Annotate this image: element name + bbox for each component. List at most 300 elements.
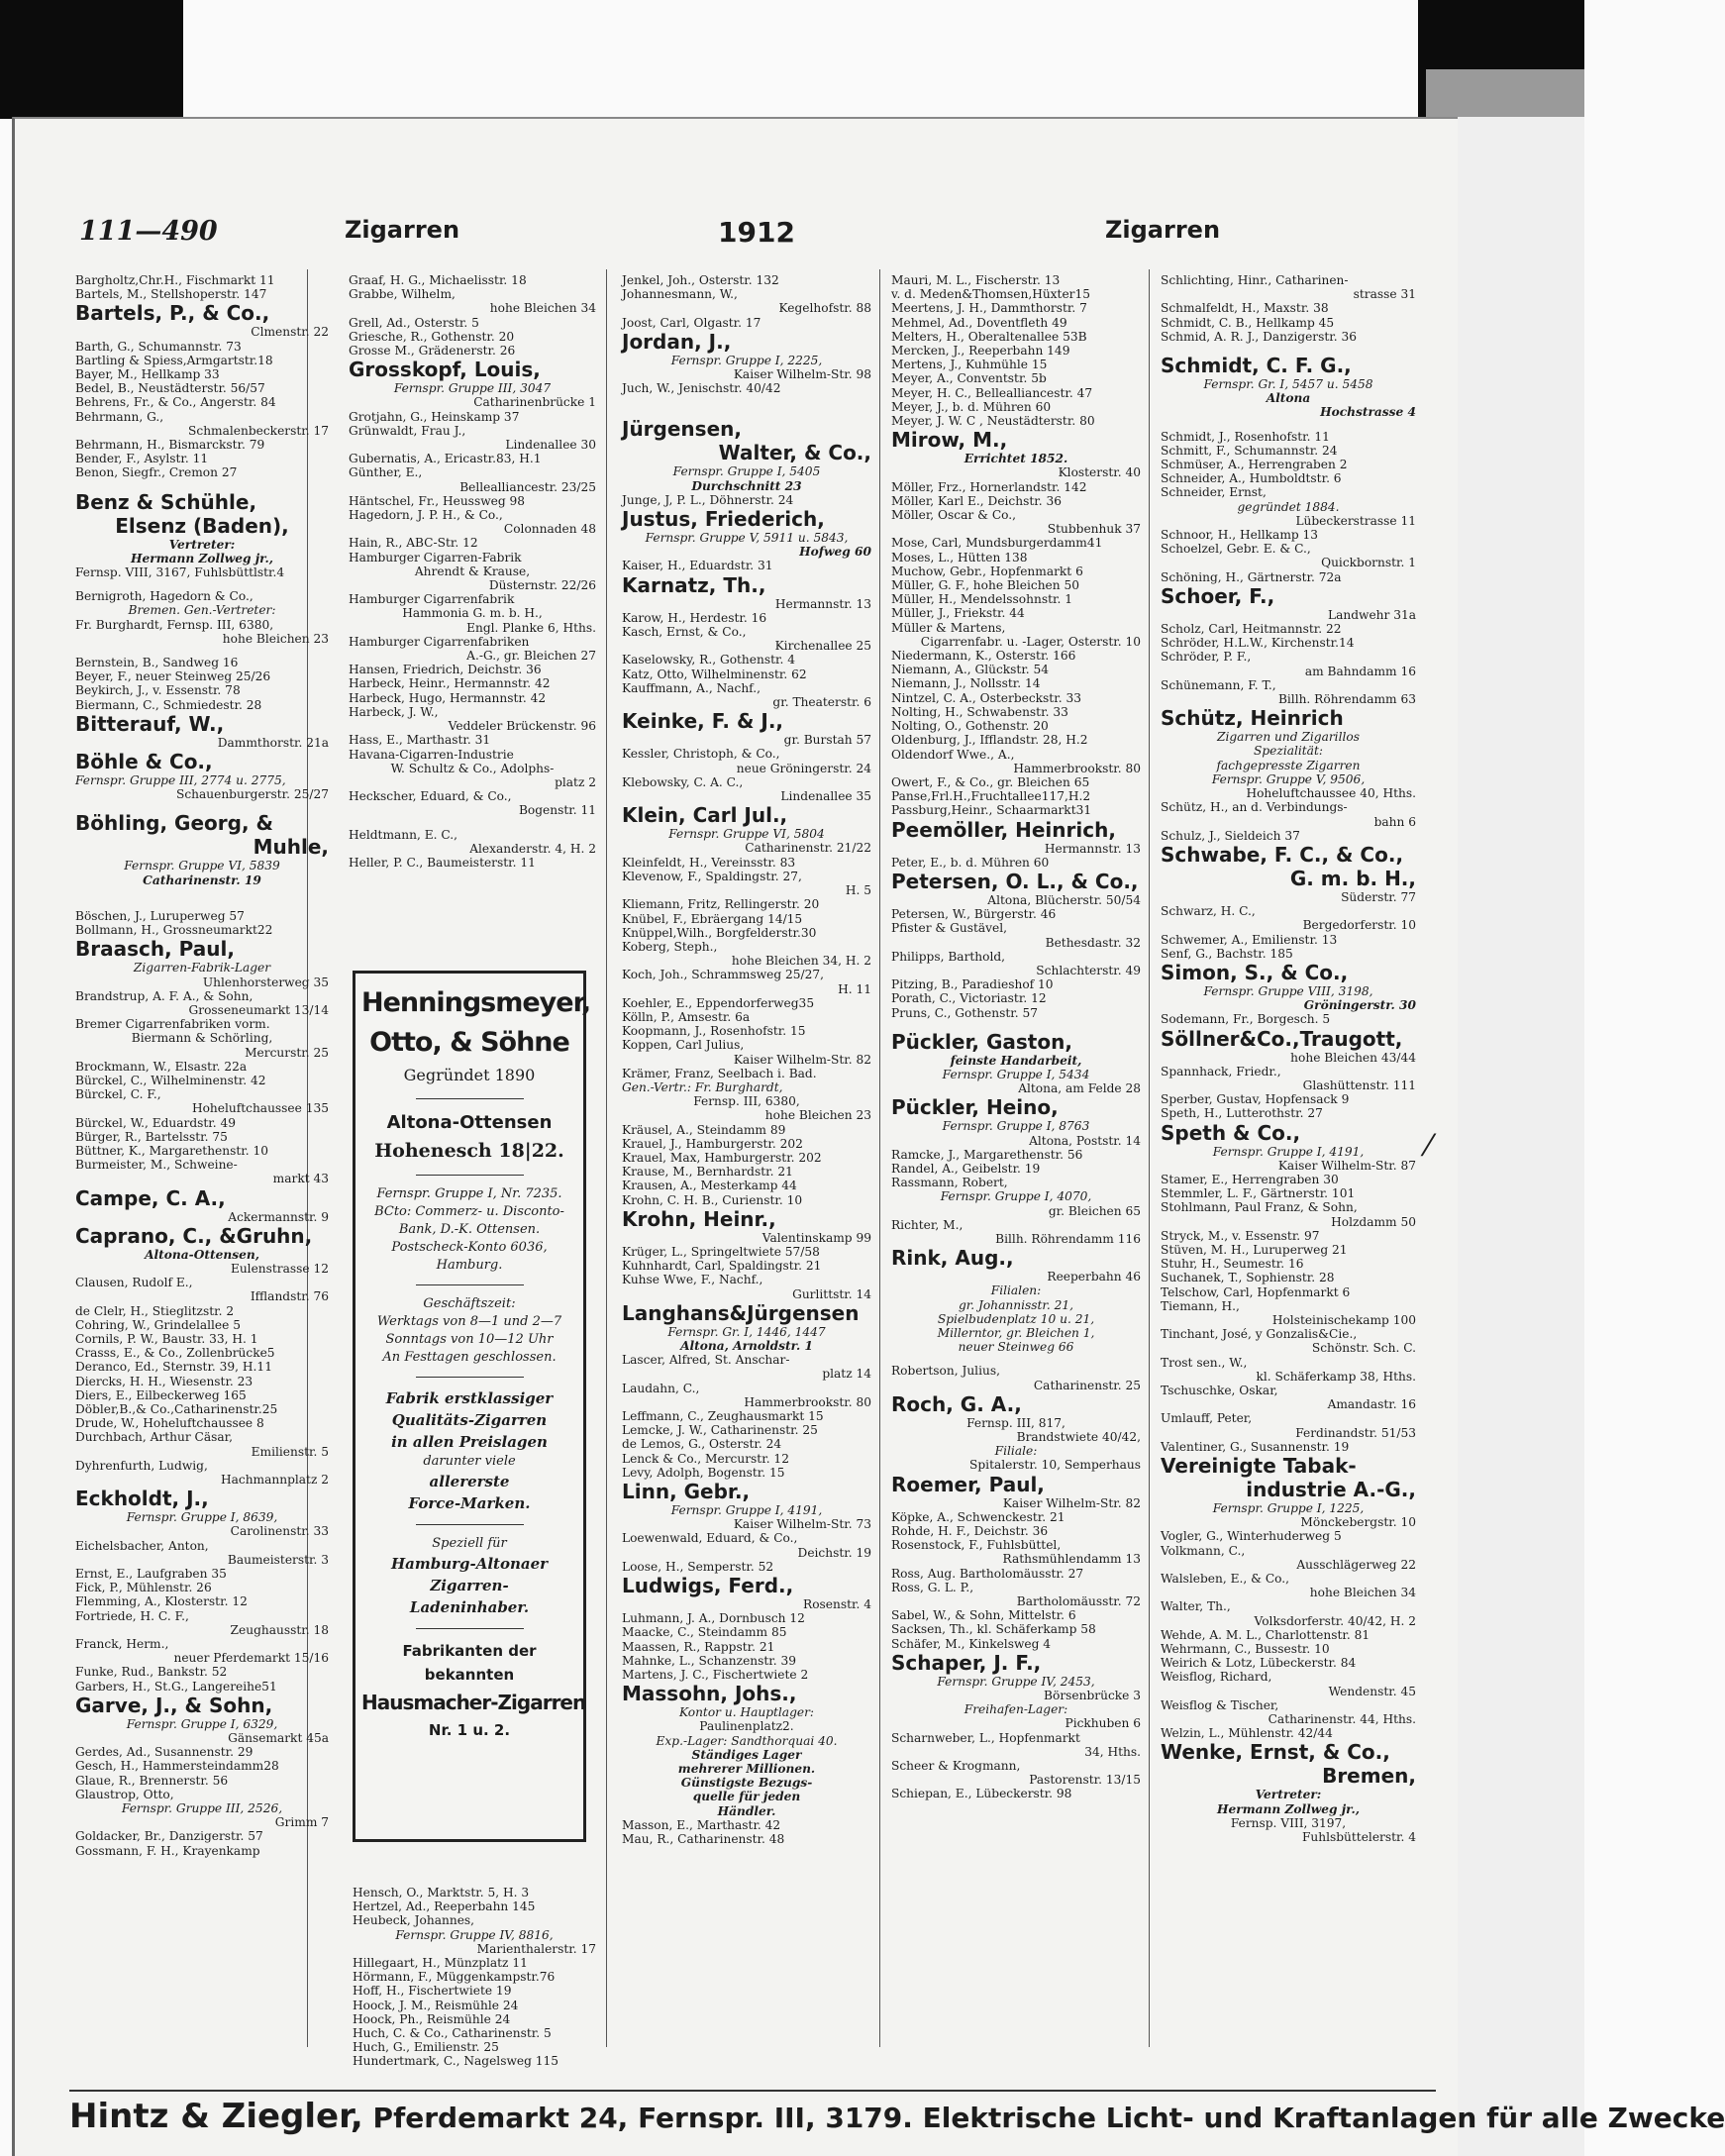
- directory-entry: Zigarren und Zigarillos: [1217, 730, 1360, 745]
- directory-entry: Martens, J. C., Fischertwiete 2: [622, 1668, 809, 1683]
- directory-entry: Mahnke, L., Schanzenstr. 39: [622, 1653, 797, 1668]
- directory-entry: Crasss, E., & Co., Zollenbrücke5: [75, 1346, 275, 1361]
- ad-slogan: Fabrik erstklassiger: [385, 1389, 554, 1407]
- firm-heading: Karnatz, Th.,: [622, 572, 766, 597]
- directory-entry: Stryck, M., v. Essenstr. 97: [1161, 1228, 1320, 1243]
- directory-entry: Tschuschke, Oskar,: [1161, 1384, 1278, 1397]
- directory-entry: Schmitt, F., Schumannstr. 24: [1161, 443, 1338, 458]
- directory-entry: W. Schultz & Co., Adolphs-: [390, 761, 555, 775]
- directory-entry: Drude, W., Hoheluftchaussee 8: [75, 1416, 264, 1431]
- directory-entry: Fernsp. VIII, 3167, Fuhlsbüttlstr.4: [75, 565, 285, 580]
- directory-entry: Clausen, Rudolf E.,: [75, 1276, 193, 1290]
- directory-entry: Gesch, H., Hammersteindamm28: [75, 1759, 279, 1774]
- directory-entry: Schönstr. Sch. C.: [1311, 1341, 1416, 1356]
- directory-entry: Bernigroth, Hagedorn & Co.,: [75, 589, 254, 604]
- directory-entry: Lübeckerstrasse 11: [1295, 513, 1416, 528]
- directory-entry: Ahrendt & Krause,: [414, 564, 531, 578]
- ad-special: Speziell für: [432, 1536, 507, 1551]
- directory-entry: Kaiser Wilhelm-Str. 82: [733, 1052, 871, 1067]
- directory-entry: Gossmann, F. H., Krayenkamp: [75, 1843, 260, 1858]
- directory-entry: Klevenow, F., Spaldingstr. 27,: [622, 869, 802, 883]
- directory-entry: Mau, R., Catharinenstr. 48: [622, 1832, 785, 1847]
- directory-entry: Levy, Adolph, Bogenstr. 15: [622, 1465, 785, 1480]
- directory-entry: Oldendorf Wwe., A.,: [891, 747, 1015, 762]
- directory-entry: Behrmann, H., Bismarckstr. 79: [75, 438, 265, 453]
- directory-entry: hohe Bleichen 23: [764, 1108, 871, 1123]
- page-number: 111—490: [79, 216, 218, 247]
- directory-entry: Gänsemarkt 45a: [228, 1731, 329, 1746]
- directory-entry: Hoock, J. M., Reismühle 24: [353, 1998, 519, 2012]
- directory-entry: Petersen, W., Bürgerstr. 46: [891, 907, 1057, 922]
- directory-entry: Hermann Zollweg jr.,: [1217, 1801, 1360, 1816]
- directory-entry: Kräusel, A., Steindamm 89: [622, 1122, 786, 1137]
- directory-entry: Grosseneumarkt 13/14: [188, 1002, 329, 1017]
- directory-entry: markt 43: [272, 1172, 329, 1186]
- directory-entry: Pastorenstr. 13/15: [1029, 1773, 1141, 1788]
- directory-entry: Wehde, A. M. L., Charlottenstr. 81: [1161, 1627, 1370, 1642]
- directory-entry: Telschow, Carl, Hopfenmarkt 6: [1161, 1284, 1351, 1299]
- directory-entry: Schmalenbeckerstr. 17: [188, 423, 329, 438]
- directory-entry: Fernspr. Gruppe I, 6329,: [126, 1716, 278, 1731]
- directory-entry: Hermannstr. 13: [1044, 841, 1141, 856]
- directory-entry: Bartels, M., Stellshoperstr. 147: [75, 287, 267, 302]
- directory-entry: Scholz, Carl, Heitmannstr. 22: [1161, 622, 1342, 637]
- directory-entry: Hoock, Ph., Reismühle 24: [353, 2011, 511, 2026]
- firm-heading: Langhans&Jürgensen: [622, 1300, 860, 1325]
- directory-entry: Behrmann, G.,: [75, 409, 164, 424]
- ad-special: Hamburg-Altonaer: [390, 1555, 549, 1573]
- firm-heading: Petersen, O. L., & Co.,: [891, 869, 1139, 893]
- directory-entry: Fernspr. Gruppe I, 5434: [942, 1067, 1090, 1081]
- spacer: [349, 818, 596, 828]
- directory-entry: Harbeck, Hugo, Hermannstr. 42: [349, 690, 547, 705]
- directory-entry: Schütz, H., an d. Verbindungs-: [1161, 800, 1348, 815]
- directory-entry: Brandstwiete 40/42,: [1016, 1430, 1141, 1445]
- directory-entry: Harbeck, Heinr., Hermannstr. 42: [349, 676, 551, 691]
- directory-entry: Hansen, Friedrich, Deichstr. 36: [349, 663, 542, 677]
- firm-heading: Bitterauf, W.,: [75, 711, 225, 736]
- directory-entry: Grimm 7: [274, 1815, 329, 1830]
- directory-entry: Koberg, Steph.,: [622, 939, 718, 954]
- directory-entry: Fernsp. VIII, 3197,: [1230, 1815, 1347, 1830]
- footer-text: Pferdemarkt 24, Fernspr. III, 3179. Elektrische Licht- und Kraftanlagen für alle Zwecke: [372, 2102, 1725, 2134]
- directory-entry: Lenck & Co., Mercurstr. 12: [622, 1451, 789, 1466]
- directory-entry: Dyhrenfurth, Ludwig,: [75, 1458, 208, 1473]
- directory-entry: Lindenallee 35: [780, 789, 871, 804]
- directory-entry: Rohde, H. F., Deichstr. 36: [891, 1524, 1049, 1539]
- directory-entry: Fernspr. Gruppe III, 3047: [393, 381, 552, 396]
- directory-entry: Hamburger Cigarrenfabriken: [349, 634, 530, 649]
- directory-entry: Passburg,Heinr., Schaarmarkt31: [891, 803, 1092, 818]
- directory-entry: Ross, Aug. Bartholomäusstr. 27: [891, 1566, 1084, 1581]
- directory-entry: Fernspr. Gruppe IV, 8816,: [395, 1927, 554, 1942]
- directory-entry: gr. Theaterstr. 6: [772, 695, 871, 710]
- directory-entry: Grünwaldt, Frau J.,: [349, 423, 466, 438]
- directory-entry: Kaiser Wilhelm-Str. 73: [733, 1517, 871, 1532]
- directory-entry: Kaselowsky, R., Gothenstr. 4: [622, 653, 795, 667]
- directory-entry: Diercks, H. H., Wiesenstr. 23: [75, 1374, 254, 1388]
- directory-entry: Valentinskamp 99: [761, 1230, 871, 1245]
- firm-heading: Bremen,: [1322, 1764, 1416, 1789]
- ad-brand-numbers: Nr. 1 u. 2.: [428, 1721, 511, 1739]
- directory-entry: Huch, C. & Co., Catharinenstr. 5: [353, 2026, 552, 2041]
- ad-slogan: allererste: [429, 1473, 510, 1490]
- directory-entry: strasse 31: [1353, 287, 1416, 302]
- directory-entry: Catharinenstr. 19: [143, 873, 261, 887]
- directory-entry: Maassen, R., Rappstr. 21: [622, 1639, 775, 1654]
- directory-entry: Dammthorstr. 21a: [217, 735, 329, 750]
- firm-heading: Campe, C. A.,: [75, 1185, 226, 1210]
- firm-heading: Braasch, Paul,: [75, 937, 235, 962]
- directory-entry: Altona, Arnoldstr. 1: [680, 1338, 813, 1353]
- directory-entry: Grell, Ad., Osterstr. 5: [349, 315, 479, 330]
- directory-entry: kl. Schäferkamp 38, Hths.: [1256, 1369, 1416, 1384]
- directory-entry: Holsteinischekamp 100: [1271, 1312, 1416, 1327]
- directory-entry: Engl. Planke 6, Hths.: [466, 620, 596, 635]
- directory-entry: Junge, J, P. L., Döhnerstr. 24: [622, 492, 794, 507]
- directory-entry: Bürckel, C., Wilhelminenstr. 42: [75, 1073, 266, 1087]
- directory-entry: Peter, E., b. d. Mühren 60: [891, 855, 1050, 870]
- firm-heading: Bartels, P., & Co.,: [75, 301, 270, 326]
- directory-entry: Ifflandstr. 76: [250, 1289, 329, 1304]
- directory-entry: Lindenallee 30: [505, 438, 596, 453]
- directory-entry: Karow, H., Herdestr. 16: [622, 610, 767, 625]
- directory-entry: Fernspr. Gr. I, 5457 u. 5458: [1203, 377, 1373, 392]
- directory-entry: neue Gröningerstr. 24: [736, 761, 871, 775]
- directory-entry: Diers, E., Eilbeckerweg 165: [75, 1387, 247, 1402]
- directory-entry: Ausschlägerweg 22: [1296, 1557, 1416, 1572]
- directory-entry: Hammerbrookstr. 80: [1013, 761, 1141, 775]
- firm-heading: Benz & Schühle,: [75, 489, 257, 514]
- spacer: [75, 887, 329, 909]
- directory-entry: Hammonia G. m. b. H.,: [402, 606, 543, 621]
- directory-entry: Knübel, F., Ebräergang 14/15: [622, 911, 803, 926]
- directory-entry: Beykirch, J., v. Essenstr. 78: [75, 683, 241, 698]
- directory-entry: Fernspr. Gruppe I, 4191,: [1212, 1144, 1365, 1159]
- directory-entry: Mercken, J., Reeperbahn 149: [891, 344, 1070, 359]
- directory-entry: Volkmann, C.,: [1161, 1543, 1246, 1558]
- directory-entry: Altona, Poststr. 14: [1029, 1133, 1141, 1148]
- firm-heading: Eckholdt, J.,: [75, 1487, 209, 1511]
- column-divider: [606, 269, 607, 2047]
- footer-advertisement: [69, 2090, 1725, 2141]
- directory-entry: Billh. Röhrendamm 63: [1277, 692, 1416, 707]
- ad-hours: Werktags von 8—1 und 2—7: [376, 1314, 562, 1329]
- directory-entry: Altona, am Felde 28: [1018, 1081, 1141, 1096]
- directory-entry: Stohlmann, Paul Franz, & Sohn,: [1161, 1200, 1358, 1215]
- directory-entry: Valentiner, G., Susannenstr. 19: [1161, 1439, 1350, 1454]
- directory-entry: Vertreter:: [1255, 1788, 1322, 1802]
- directory-entry: Beyer, F., neuer Steinweg 25/26: [75, 669, 271, 684]
- directory-entry: Luhmann, J. A., Dornbusch 12: [622, 1611, 805, 1626]
- directory-entry: gr. Bleichen 65: [1048, 1203, 1141, 1218]
- directory-entry: Möller, Oscar & Co.,: [891, 508, 1017, 523]
- directory-entry: Kölln, P., Amsestr. 6a: [622, 1009, 751, 1024]
- directory-entry: Mose, Carl, Mundsburgerdamm41: [891, 536, 1103, 551]
- directory-entry: Müller, J., Friekstr. 44: [891, 606, 1025, 621]
- directory-entry: Kessler, Christoph, & Co.,: [622, 747, 780, 762]
- directory-entry: Meyer, J., b. d. Mühren 60: [891, 399, 1052, 414]
- firm-heading: Garve, J., & Sohn,: [75, 1693, 273, 1717]
- directory-entry: Hain, R., ABC-Str. 12: [349, 536, 478, 551]
- directory-entry: Paulinenplatz2.: [699, 1719, 794, 1734]
- directory-entry: Fernsp. III, 817,: [966, 1415, 1065, 1430]
- directory-entry: Süderstr. 77: [1341, 889, 1416, 904]
- directory-entry: Speth, H., Lutterothstr. 27: [1161, 1106, 1323, 1121]
- firm-heading: Jordan, J.,: [622, 329, 732, 354]
- spacer: [891, 1354, 1141, 1364]
- directory-entry: v. d. Meden&Thomsen,Hüxter15: [891, 287, 1090, 302]
- directory-entry: Hachmannplatz 2: [220, 1473, 329, 1487]
- directory-entry: Spielbudenplatz 10 u. 21,: [937, 1311, 1095, 1326]
- firm-heading: Pückler, Heino,: [891, 1095, 1059, 1120]
- directory-entry: bahn 6: [1373, 814, 1416, 829]
- directory-entry: Stüven, M. H., Luruperweg 21: [1161, 1242, 1348, 1257]
- directory-column-3: [622, 273, 871, 1846]
- directory-entry: Robertson, Julius,: [891, 1364, 1000, 1379]
- directory-entry: Errichtet 1852.: [964, 452, 1068, 466]
- ad-divider: [416, 1524, 524, 1525]
- directory-entry: H. 5: [845, 883, 871, 898]
- directory-entry: Schröder, H.L.W., Kirchenstr.14: [1161, 636, 1355, 651]
- spacer: [891, 1020, 1141, 1030]
- directory-entry: Scharnweber, L., Hopfenmarkt: [891, 1730, 1080, 1745]
- directory-entry: Möller, Frz., Hornerlandstr. 142: [891, 479, 1087, 494]
- directory-entry: Senf, G., Bachstr. 185: [1161, 946, 1293, 961]
- directory-entry: Oldenburg, J., Ifflandstr. 28, H.2: [891, 733, 1088, 748]
- firm-heading: Wenke, Ernst, & Co.,: [1161, 1740, 1390, 1765]
- directory-entry: Kontor u. Hauptlager:: [678, 1705, 815, 1720]
- directory-entry: Jenkel, Joh., Osterstr. 132: [622, 273, 779, 287]
- directory-entry: neuer Pferdemarkt 15/16: [173, 1651, 329, 1666]
- directory-entry: Joost, Carl, Olgastr. 17: [622, 315, 761, 330]
- directory-entry: Nolting, H., Schwabenstr. 33: [891, 704, 1068, 719]
- directory-entry: Kaiser Wilhelm-Str. 98: [733, 367, 871, 382]
- directory-entry: Loewenwald, Eduard, & Co.,: [622, 1531, 798, 1546]
- directory-entry: Rosenstr. 4: [803, 1597, 871, 1612]
- directory-entry: Juch, W., Jenischstr. 40/42: [622, 381, 781, 396]
- directory-entry: A.-G., gr. Bleichen 27: [466, 649, 596, 664]
- directory-entry: Durchschnitt 23: [691, 478, 802, 493]
- section-title-left: Zigarren: [345, 216, 460, 244]
- firm-heading: Peemöller, Heinrich,: [891, 817, 1116, 842]
- firm-heading: Klein, Carl Jul.,: [622, 803, 788, 828]
- directory-entry: mehrerer Millionen.: [677, 1762, 816, 1777]
- page-header: [69, 216, 1416, 252]
- directory-entry: Schäfer, M., Kinkelsweg 4: [891, 1636, 1052, 1651]
- ad-divider: [416, 1377, 524, 1378]
- directory-entry: Hagedorn, J. P. H., & Co.,: [349, 508, 503, 523]
- directory-entry: Meyer, J. W. C , Neustädterstr. 80: [891, 414, 1095, 429]
- directory-entry: Heller, P. C., Baumeisterstr. 11: [349, 855, 536, 870]
- directory-entry: Klosterstr. 40: [1058, 465, 1141, 480]
- directory-entry: Catharinenstr. 44, Hths.: [1268, 1712, 1416, 1727]
- directory-entry: Fick, P., Mühlenstr. 26: [75, 1581, 212, 1595]
- directory-entry: Spitalerstr. 10, Semperhaus: [969, 1458, 1141, 1473]
- ad-brand: Hausmacher-Zigarren: [361, 1691, 586, 1714]
- directory-entry: Günstigste Bezugs-: [680, 1776, 813, 1791]
- directory-entry: Kuhnhardt, Carl, Spaldingstr. 21: [622, 1259, 822, 1274]
- directory-entry: Fernspr. Gruppe I, 4191,: [670, 1503, 823, 1518]
- directory-entry: Fernspr. Gruppe I, 2225,: [670, 353, 823, 367]
- directory-entry: Hoheluftchaussee 40, Hths.: [1246, 786, 1416, 801]
- directory-entry: Kirchenallee 25: [774, 639, 871, 654]
- directory-entry: Möller, Karl E., Deichstr. 36: [891, 493, 1062, 508]
- directory-entry: Pruns, C., Gothenstr. 57: [891, 1005, 1039, 1020]
- directory-entry: Hochstrasse 4: [1320, 405, 1416, 420]
- directory-entry: Maacke, C., Steindamm 85: [622, 1625, 787, 1640]
- directory-entry: Niemann, A., Glückstr. 54: [891, 663, 1050, 677]
- directory-entry: Hoff, H., Fischertwiete 19: [353, 1984, 512, 1999]
- spacer: [75, 646, 329, 656]
- directory-entry: Fernspr. Gruppe I, 8763: [942, 1119, 1090, 1134]
- ad-special: Ladeninhaber.: [409, 1598, 530, 1616]
- directory-entry: Lemcke, J. W., Catharinenstr. 25: [622, 1423, 818, 1438]
- directory-entry: Harbeck, J. W.,: [349, 704, 439, 719]
- directory-entry: Köpke, A., Schwenckestr. 21: [891, 1509, 1065, 1524]
- directory-entry: Kasch, Ernst, & Co.,: [622, 625, 747, 640]
- directory-entry: Deichstr. 19: [797, 1545, 871, 1560]
- directory-entry: platz 2: [555, 774, 596, 789]
- directory-entry: Spannhack, Friedr.,: [1161, 1064, 1281, 1078]
- directory-entry: Gerdes, Ad., Susannenstr. 29: [75, 1745, 254, 1760]
- directory-entry: hohe Bleichen 43/44: [1290, 1050, 1416, 1065]
- ad-bank: BCto: Commerz- u. Disconto-: [374, 1204, 564, 1219]
- pencil-mark-icon: ⁄: [1426, 1129, 1432, 1164]
- directory-entry: Landwehr 31a: [1328, 607, 1416, 622]
- directory-entry: Brockmann, W., Elsastr. 22a: [75, 1059, 248, 1074]
- directory-entry: Kaiser Wilhelm-Str. 82: [1002, 1495, 1141, 1510]
- directory-entry: Bethesdastr. 32: [1045, 935, 1141, 950]
- directory-entry: Schwarz, H. C.,: [1161, 904, 1256, 919]
- firm-heading: Keinke, F. & J.,: [622, 709, 784, 734]
- directory-entry: Mehmel, Ad., Doventfleth 49: [891, 315, 1067, 330]
- directory-entry: Kaiser, H., Eduardstr. 31: [622, 559, 773, 573]
- firm-heading: Vereinigte Tabak-: [1161, 1454, 1357, 1479]
- directory-entry: Bellealliancestr. 23/25: [459, 479, 596, 494]
- directory-entry: platz 14: [822, 1367, 871, 1382]
- directory-entry: Schröder, P. F.,: [1161, 650, 1252, 665]
- directory-entry: Schoelzel, Gebr. E. & C.,: [1161, 542, 1311, 557]
- firm-heading: Grosskopf, Louis,: [349, 358, 541, 382]
- directory-entry: Stubbenhuk 37: [1047, 522, 1141, 537]
- directory-entry: Fernspr. Gruppe VI, 5839: [124, 859, 280, 873]
- firm-heading: G. m. b. H.,: [1289, 866, 1416, 890]
- directory-entry: Ferdinandstr. 51/53: [1295, 1425, 1416, 1440]
- directory-entry: Eulenstrasse 12: [230, 1261, 329, 1276]
- directory-entry: Glaustrop, Otto,: [75, 1787, 174, 1801]
- directory-entry: Büttner, K., Margarethenstr. 10: [75, 1143, 269, 1158]
- directory-entry: Freihafen-Lager:: [964, 1702, 1068, 1717]
- directory-entry: Marienthalerstr. 17: [476, 1941, 596, 1956]
- directory-entry: Schneider, A., Humboldtstr. 6: [1161, 471, 1342, 486]
- firm-heading: Söllner&Co.,Traugott,: [1161, 1026, 1403, 1051]
- ad-slogan: darunter viele: [423, 1454, 516, 1469]
- directory-entry: Schmid, A. R. J., Danzigerstr. 36: [1161, 329, 1358, 344]
- directory-entry: Fernspr. Gruppe I, 1225,: [1212, 1501, 1365, 1516]
- directory-entry: Ackermannstr. 9: [228, 1209, 329, 1224]
- directory-entry: Düsternstr. 22/26: [488, 578, 596, 593]
- directory-entry: Umlauff, Peter,: [1161, 1411, 1253, 1426]
- directory-entry: Mauri, M. L., Fischerstr. 13: [891, 273, 1061, 287]
- directory-entry: Bremen. Gen.-Vertreter:: [128, 603, 276, 618]
- directory-entry: Garbers, H., St.G., Langereihe51: [75, 1679, 277, 1694]
- directory-entry: Benon, Siegfr., Cremon 27: [75, 465, 238, 480]
- directory-entry: Reeperbahn 46: [1047, 1270, 1141, 1284]
- directory-entry: Fernspr. Gruppe I, 5405: [672, 464, 821, 479]
- directory-entry: gr. Burstah 57: [783, 733, 871, 748]
- directory-entry: Mercurstr. 25: [245, 1045, 329, 1060]
- directory-entry: Krämer, Franz, Seelbach i. Bad.: [622, 1066, 817, 1080]
- ad-divider: [416, 1098, 524, 1099]
- directory-entry: hohe Bleichen 34: [489, 301, 596, 316]
- directory-entry: Graaf, H. G., Michaelisstr. 18: [349, 273, 527, 287]
- spacer: [75, 579, 329, 589]
- firm-heading: Schütz, Heinrich: [1161, 706, 1344, 731]
- directory-entry: am Bahndamm 16: [1304, 664, 1416, 678]
- firm-heading: Elsenz (Baden),: [115, 513, 289, 538]
- directory-entry: Melters, H., Oberaltenallee 53B: [891, 329, 1087, 344]
- directory-entry: Schmüser, A., Herrengraben 2: [1161, 458, 1348, 472]
- directory-entry: Fernspr. Gruppe V, 9506,: [1211, 771, 1366, 786]
- directory-entry: Nintzel, C. A., Osterbeckstr. 33: [891, 690, 1081, 705]
- directory-entry: Kuhse Wwe, F., Nachf.,: [622, 1273, 763, 1287]
- directory-entry: Havana-Cigarren-Industrie: [349, 747, 514, 762]
- directory-entry: Funke, Rud., Bankstr. 52: [75, 1665, 228, 1680]
- directory-entry: Koehler, E., Eppendorferweg35: [622, 995, 815, 1010]
- directory-entry: Franck, Herm.,: [75, 1637, 169, 1652]
- spacer: [75, 480, 329, 490]
- directory-entry: Schiepan, E., Lübeckerstr. 98: [891, 1787, 1072, 1801]
- directory-entry: Catharinenbrücke 1: [473, 395, 596, 410]
- directory-entry: Tinchant, José, y Gonzalis&Cie.,: [1161, 1327, 1358, 1342]
- directory-entry: Hammerbrookstr. 80: [744, 1394, 871, 1409]
- directory-entry: Kliemann, Fritz, Rellingerstr. 20: [622, 897, 820, 912]
- firm-heading: Schmidt, C. F. G.,: [1161, 354, 1352, 378]
- directory-entry: Schulz, J., Sieldeich 37: [1161, 828, 1300, 843]
- directory-entry: feinste Handarbeit,: [950, 1053, 1082, 1068]
- directory-entry: Burmeister, M., Schweine-: [75, 1158, 238, 1173]
- directory-entry: Hass, E., Marthastr. 31: [349, 733, 491, 748]
- directory-entry: Colonnaden 48: [503, 522, 596, 537]
- directory-entry: Carolinenstr. 33: [230, 1524, 329, 1539]
- directory-entry: Millerntor, gr. Bleichen 1,: [937, 1326, 1095, 1340]
- section-title-right: Zigarren: [1105, 216, 1221, 244]
- directory-entry: Kleinfeldt, H., Vereinsstr. 83: [622, 855, 796, 870]
- directory-entry: Philipps, Barthold,: [891, 949, 1006, 964]
- directory-entry: neuer Steinweg 66: [958, 1340, 1074, 1355]
- directory-entry: Pfister & Gustävel,: [891, 921, 1007, 936]
- directory-entry: Muchow, Gebr., Hopfenmarkt 6: [891, 564, 1083, 578]
- firm-heading: Ludwigs, Ferd.,: [622, 1574, 794, 1598]
- directory-entry: Kauffmann, A., Nachf.,: [622, 680, 761, 695]
- directory-entry: Cohring, W., Grindelallee 5: [75, 1317, 241, 1332]
- directory-entry: Randel, A., Geibelstr. 19: [891, 1161, 1041, 1176]
- directory-entry: Catharinenstr. 21/22: [745, 841, 871, 856]
- directory-entry: Rassmann, Robert,: [891, 1176, 1008, 1190]
- firm-heading: Walter, & Co.,: [718, 441, 871, 465]
- directory-entry: Bürckel, W., Eduardstr. 49: [75, 1115, 237, 1130]
- directory-entry: Holzdamm 50: [1331, 1214, 1416, 1229]
- firm-heading: Schwabe, F. C., & Co.,: [1161, 842, 1404, 867]
- directory-entry: Fernspr. Gruppe III, 2774 u. 2775,: [75, 773, 286, 788]
- directory-entry: Durchbach, Arthur Cäsar,: [75, 1430, 234, 1445]
- scan-right-margin: [1458, 117, 1584, 2156]
- directory-entry: Krauel, Max, Hamburgerstr. 202: [622, 1150, 822, 1165]
- directory-entry: Koopmann, J., Rosenhofstr. 15: [622, 1024, 806, 1039]
- directory-entry: Emilienstr. 5: [251, 1444, 329, 1459]
- directory-entry: Weisflog, Richard,: [1161, 1670, 1272, 1685]
